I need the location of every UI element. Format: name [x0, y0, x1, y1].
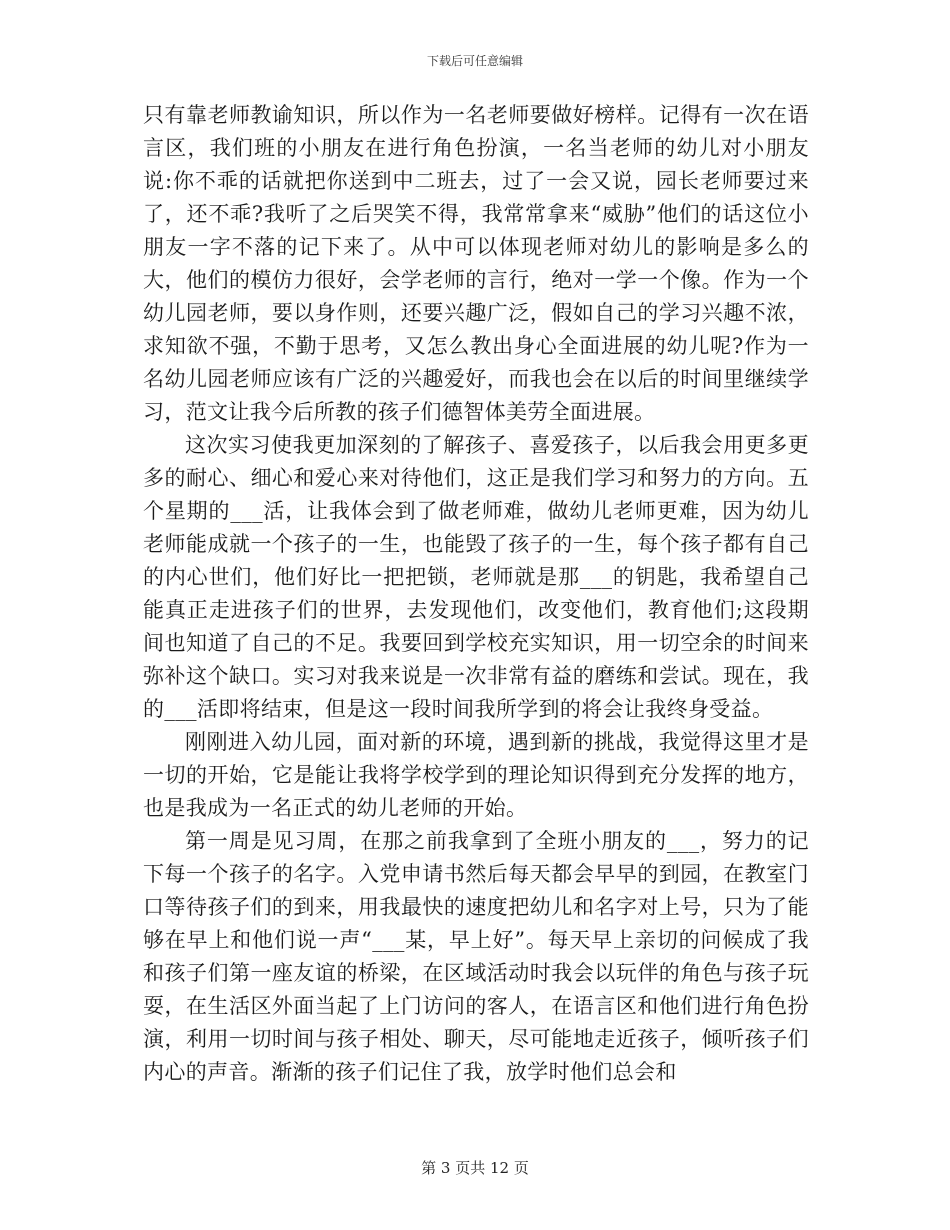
paragraph-2: 这次实习使我更加深刻的了解孩子、喜爱孩子，以后我会用更多更多的耐心、细心和爱心来对待他们，这正是我们学习和努力的方向。五个星期的___活，让我体会到了做老师难，做幼儿老师更难，因为幼儿老师能成就一个孩子的一生，也能毁了孩子的一生，每个孩子都有自己的内心世们，他们好比一把把锁，老师就是那___的钥匙，我希望自己能真正走进孩子们的世界，去发现他们，改变他们，教育他们;这段期间也知道了自己的不足。我要回到学校充实知识，用一切空余的时间来弥补这个缺口。实习对我来说是一次非常有益的磨练和尝试。现在，我的___活即将结束，但是这一段时间我所学到的将会让我终身受益。 — [143, 433, 809, 721]
page-footer: 第 3 页共 12 页 — [421, 1159, 529, 1177]
paragraph-3: 刚刚进入幼儿园，面对新的环境，遇到新的挑战，我觉得这里才是一切的开始，它是能让我将学校学到的理论知识得到充分发挥的地方，也是我成为一名正式的幼儿老师的开始。 — [143, 730, 809, 820]
paragraph-1: 只有靠老师教谕知识，所以作为一名老师要做好榜样。记得有一次在语言区，我们班的小朋友在进行角色扮演，一名当老师的幼儿对小朋友说:你不乖的话就把你送到中二班去，过了一会又说，园长老师要过来了，还不乖?我听了之后哭笑不得，我常常拿来“威胁”他们的话这位小朋友一字不落的记下来了。从中可以体现老师对幼儿的影响是多么的大，他们的模仿力很好，会学老师的言行，绝对一学一个像。作为一个幼儿园老师，要以身作则，还要兴趣广泛，假如自己的学习兴趣不浓，求知欲不强，不勤于思考，又怎么教出身心全面进展的幼儿呢?作为一名幼儿园老师应该有广泛的兴趣爱好，而我也会在以后的时间里继续学习，范文让我今后所教的孩子们德智体美劳全面进展。 — [143, 103, 809, 424]
document-body — [143, 99, 809, 1089]
paragraph-4: 第一周是见习周，在那之前我拿到了全班小朋友的___，努力的记下每一个孩子的名字。入党申请书然后每天都会早早的到园，在教室门口等待孩子们的到来，用我最快的速度把幼儿和名字对上号，只为了能够在早上和他们说一声“___某，早上好”。每天早上亲切的问候成了我和孩子们第一座友谊的桥梁，在区域活动时我会以玩伴的角色与孩子玩耍，在生活区外面当起了上门访问的客人，在语言区和他们进行角色扮演，利用一切时间与孩子相处、聊天，尽可能地走近孩子，倾听孩子们内心的声音。渐渐的孩子们记住了我，放学时他们总会和 — [143, 829, 809, 1084]
page-header: 下载后可任意编辑 — [426, 54, 523, 68]
